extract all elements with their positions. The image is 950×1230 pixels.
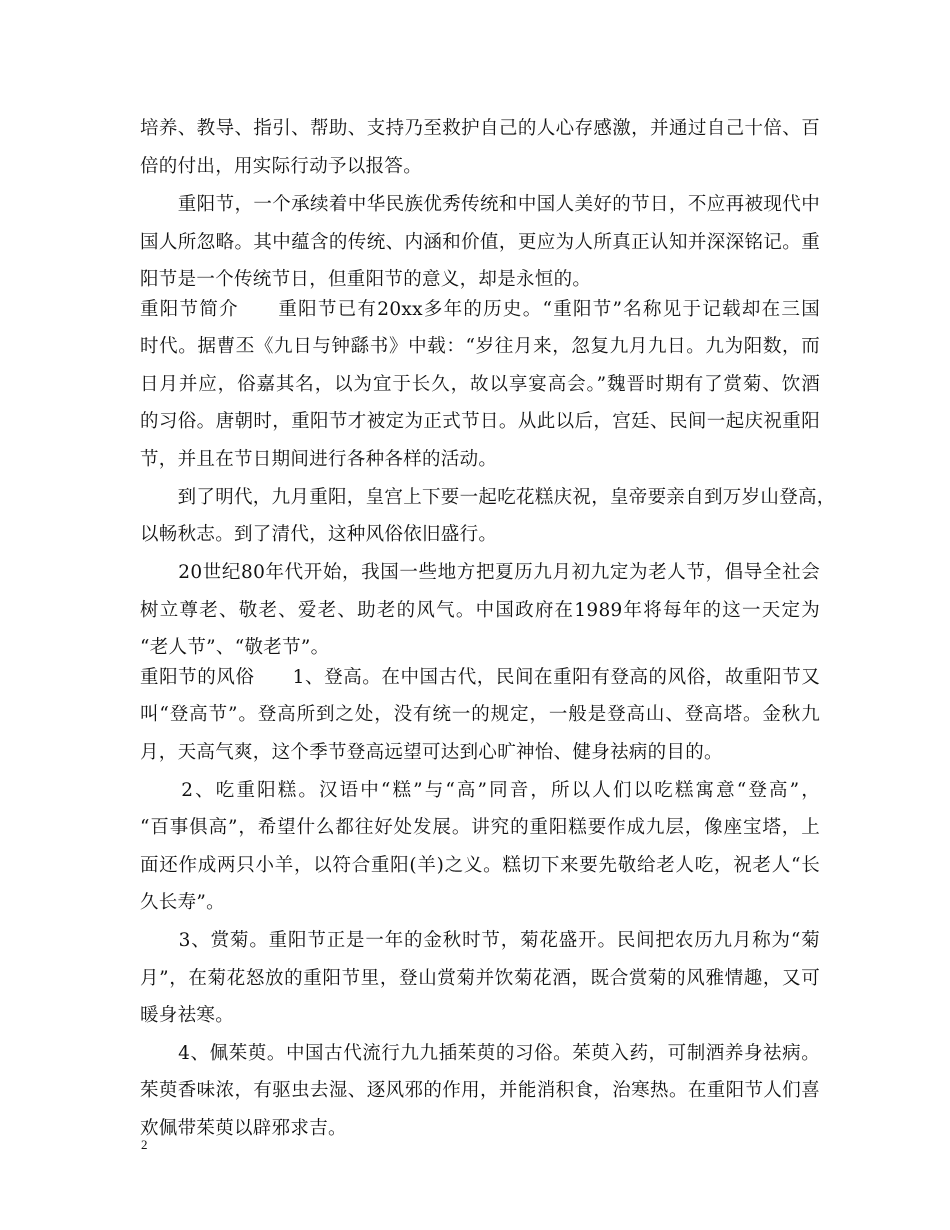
- text-line: 叫“登高节”。登高所到之处，没有统一的规定，一般是登高山、登高塔。金秋九: [140, 704, 820, 725]
- text-line: 暖身祛寒。: [140, 1005, 235, 1026]
- text-line: 20世纪80年代开始，我国一些地方把夏历九月初九定为老人节，倡导全社会: [140, 562, 820, 583]
- text-line: 月”，在菊花怒放的重阳节里，登山赏菊并饮菊花酒，既合赏菊的风雅情趣，又可: [140, 968, 820, 989]
- text-line: 重阳节的风俗 1、登高。在中国古代，民间在重阳有登高的风俗，故重阳节又: [140, 667, 820, 688]
- text-line: 的习俗。唐朝时，重阳节才被定为正式节日。从此以后，宫廷、民间一起庆祝重阳: [140, 411, 820, 432]
- text-line: 培养、教导、指引、帮助、支持乃至救护自己的人心存感激，并通过自己十倍、百: [140, 118, 820, 139]
- text-line: 倍的付出，用实际行动予以报答。: [140, 156, 423, 177]
- text-line: 日月并应，俗嘉其名，以为宜于长久，故以享宴高会。”魏晋时期有了赏菊、饮酒: [140, 374, 820, 395]
- text-line: 重阳节，一个承续着中华民族优秀传统和中国人美好的节日，不应再被现代中: [140, 194, 820, 215]
- text-line: 树立尊老、敬老、爱老、助老的风气。中国政府在1989年将每年的这一天定为: [140, 600, 820, 621]
- text-line: 重阳节简介 重阳节已有20xx多年的历史。“重阳节”名称见于记载却在三国: [140, 299, 820, 320]
- text-line: 阳节是一个传统节日，但重阳节的意义，却是永恒的。: [140, 269, 592, 290]
- text-line: 国人所忽略。其中蕴含的传统、内涵和价值，更应为人所真正认知并深深铭记。重: [140, 232, 820, 253]
- text-line: 节，并且在节日期间进行各种各样的活动。: [140, 449, 498, 470]
- text-line: “老人节”、“敬老节”。: [140, 637, 330, 658]
- text-line: 久长寿”。: [140, 892, 225, 913]
- text-line: 茱萸香味浓，有驱虫去湿、逐风邪的作用，并能消积食，治寒热。在重阳节人们喜: [140, 1080, 820, 1101]
- text-line: 面还作成两只小羊，以符合重阳(羊)之义。糕切下来要先敬给老人吃，祝老人“长: [140, 855, 820, 876]
- text-line: 欢佩带茱萸以辟邪求吉。: [140, 1118, 347, 1139]
- text-line: 4、佩茱萸。中国古代流行九九插茱萸的习俗。茱萸入药，可制酒养身祛病。: [140, 1043, 820, 1064]
- text-line: 3、赏菊。重阳节正是一年的金秋时节，菊花盛开。民间把农历九月称为“菊: [140, 930, 820, 951]
- text-line: 以畅秋志。到了清代，这种风俗依旧盛行。: [140, 524, 498, 545]
- text-line: “百事俱高”，希望什么都往好处发展。讲究的重阳糕要作成九层，像座宝塔，上: [140, 817, 820, 838]
- page-number: 2: [141, 1137, 148, 1152]
- text-line: 时代。据曹丕《九日与钟繇书》中载：“岁往月来，忽复九月九日。九为阳数，而: [140, 336, 820, 357]
- text-line: 2、吃重阳糕。汉语中“糕”与“高”同音，所以人们以吃糕寓意“登高”，: [140, 780, 820, 801]
- text-line: 到了明代，九月重阳，皇宫上下要一起吃花糕庆祝，皇帝要亲自到万岁山登高，: [140, 487, 836, 508]
- text-line: 月，天高气爽，这个季节登高远望可达到心旷神怡、健身祛病的目的。: [140, 742, 723, 763]
